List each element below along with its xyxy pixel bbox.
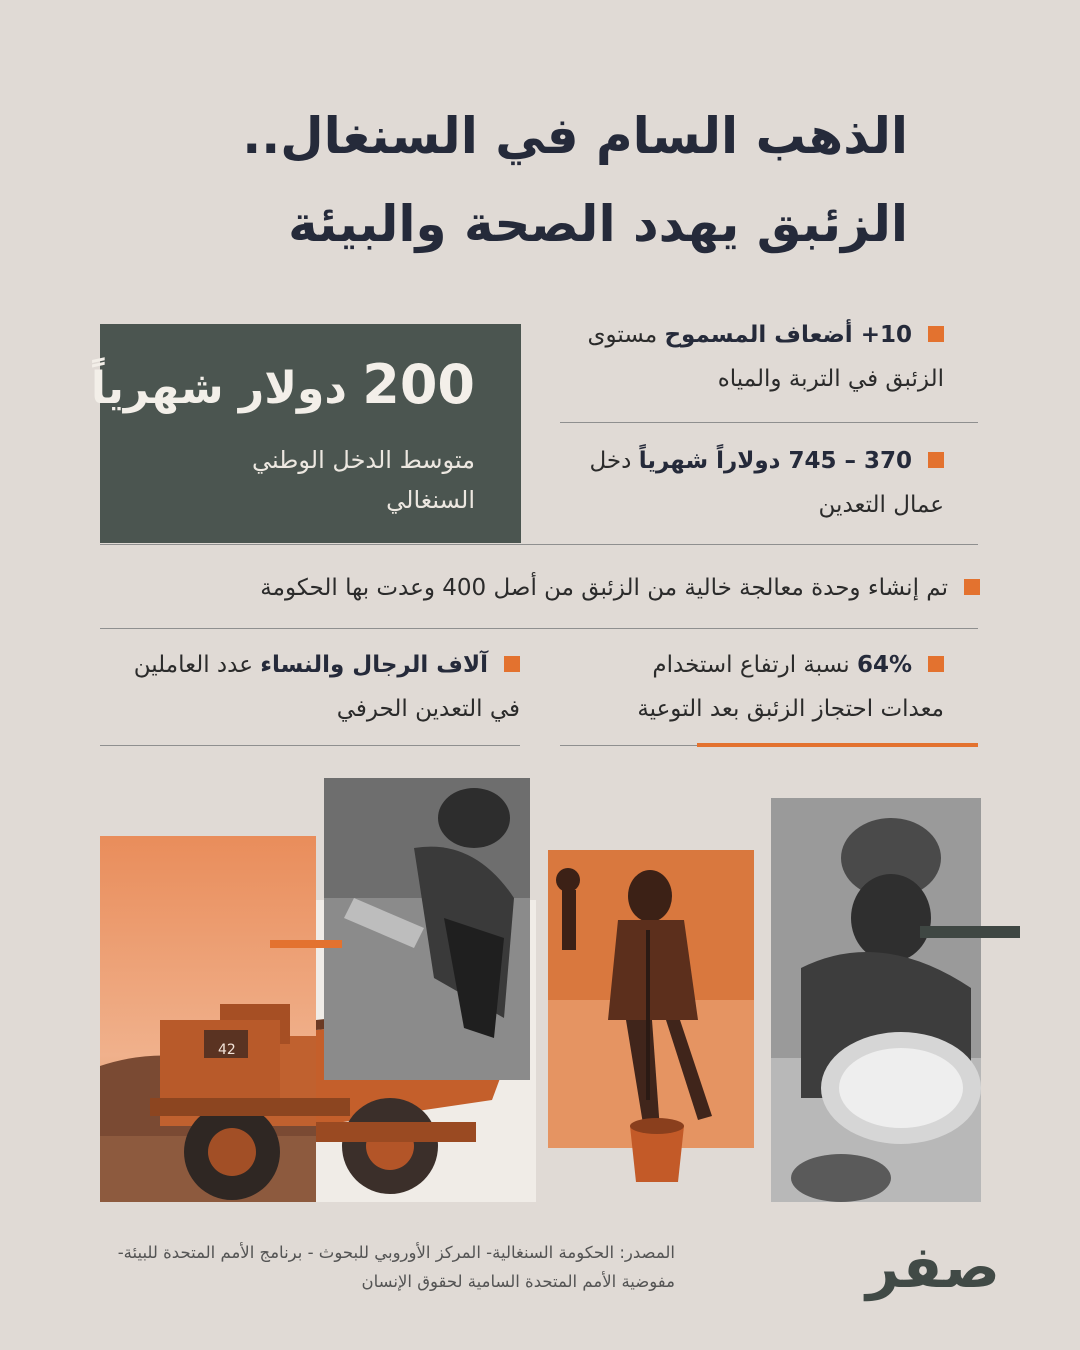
income-label-line-1: متوسط الدخل الوطني xyxy=(252,446,475,474)
divider-line xyxy=(560,422,978,423)
title-line-2: الزئبق يهدد الصحة والبيئة xyxy=(288,195,908,253)
page-title xyxy=(148,92,908,268)
stat-equipment-line-1 xyxy=(524,643,944,687)
income-label-line-2: السنغالي xyxy=(386,486,475,514)
stat-mercury-line-1 xyxy=(524,313,944,357)
truck-number: 42 xyxy=(218,1042,236,1058)
stat-miner-wages xyxy=(524,439,944,527)
title-line-1: الذهب السام في السنغال.. xyxy=(242,107,908,165)
square-bullet-icon xyxy=(964,579,980,595)
stat-facility-text: تم إنشاء وحدة معالجة خالية من الزئبق من أصل 400 وعدت بها الحكومة xyxy=(260,575,948,601)
stat-equipment-usage xyxy=(524,643,944,731)
divider-line xyxy=(100,544,978,545)
stat-workers-bold: آلاف الرجال والنساء xyxy=(260,652,488,678)
stat-workers-line-2: في التعدين الحرفي xyxy=(336,696,520,722)
income-unit: دولار شهرياً xyxy=(90,363,347,414)
square-bullet-icon xyxy=(504,656,520,672)
square-bullet-icon xyxy=(928,326,944,342)
brand-logo: صفر xyxy=(866,1233,1000,1301)
photo-truck-front xyxy=(100,980,360,1202)
stat-processing-facility xyxy=(100,566,980,610)
stat-facility-line xyxy=(100,566,980,610)
accent-stroke-dark xyxy=(920,926,1020,938)
source-credits xyxy=(100,1238,675,1296)
stat-equipment-line-2: معدات احتجاز الزئبق بعد التوعية xyxy=(637,696,944,722)
income-label xyxy=(130,440,475,520)
photo-woman-panning xyxy=(324,778,530,1080)
divider-line xyxy=(100,628,978,629)
square-bullet-icon xyxy=(928,452,944,468)
stat-wages-line-2: عمال التعدين xyxy=(818,492,944,518)
income-value xyxy=(90,352,475,422)
accent-stroke xyxy=(270,940,342,948)
income-number: 200 xyxy=(362,353,475,416)
stat-workers-line-1 xyxy=(100,643,520,687)
income-highlight-box xyxy=(90,324,521,543)
photo-woman-washing xyxy=(771,798,981,1202)
stat-mercury-bold: 10+ أضعاف المسموح xyxy=(664,322,912,348)
stat-wages-bold: 370 – 745 دولاراً شهرياً xyxy=(638,448,912,474)
source-line-1: المصدر: الحكومة السنغالية- المركز الأوروبي للبحوث - برنامج الأمم المتحدة للبيئة- xyxy=(117,1243,675,1262)
stat-mercury-line-2: الزئبق في التربة والمياه xyxy=(717,366,944,392)
stat-workers-text: عدد العاملين xyxy=(133,652,261,678)
accent-underline xyxy=(697,743,978,747)
source-line-2: مفوضية الأمم المتحدة السامية لحقوق الإنسان xyxy=(361,1272,675,1291)
stat-workers-count xyxy=(100,643,520,731)
stat-mercury-levels xyxy=(524,313,944,401)
divider-line xyxy=(100,745,520,746)
stat-equipment-text: نسبة ارتفاع استخدام xyxy=(652,652,857,678)
photo-bucket xyxy=(626,1096,688,1186)
stat-wages-line-1 xyxy=(524,439,944,483)
stat-equipment-bold: 64% xyxy=(856,652,912,678)
square-bullet-icon xyxy=(928,656,944,672)
stat-mercury-text: مستوى xyxy=(587,322,665,348)
stat-wages-text: دخل xyxy=(589,448,639,474)
